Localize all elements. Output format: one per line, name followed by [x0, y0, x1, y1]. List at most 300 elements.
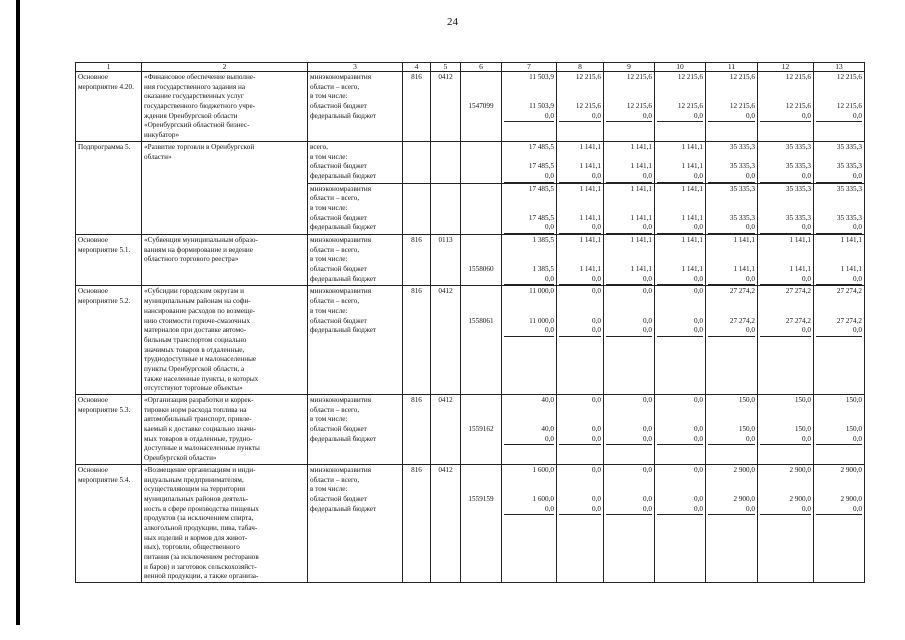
- description-line: «Организация разработки и коррек-: [144, 396, 254, 404]
- ministry-code: [403, 183, 431, 234]
- funding-line: областной бюджет: [310, 425, 367, 434]
- value-line: 1 141,1: [681, 236, 703, 244]
- value-line: [606, 92, 652, 102]
- header-cell-7: 7: [502, 63, 557, 72]
- value-line: [816, 204, 862, 214]
- value-line: 35 335,3: [729, 213, 755, 222]
- code-value: [433, 185, 458, 195]
- target-code: [461, 141, 502, 183]
- value-line: 0,0: [559, 223, 601, 234]
- row-description: [142, 72, 308, 142]
- value-line: 1 141,1: [579, 184, 601, 193]
- target-code-line: [463, 162, 499, 172]
- section-code: [431, 141, 461, 183]
- value-line: 40,0: [541, 396, 554, 404]
- value-line: [708, 204, 755, 214]
- value-line: 35 335,3: [729, 162, 755, 171]
- ministry-code: [403, 141, 431, 183]
- target-code: [461, 183, 502, 234]
- value-line: [606, 153, 652, 163]
- value-line: 0,0: [708, 505, 755, 516]
- target-code-line: [463, 143, 499, 153]
- value-line: 0,0: [760, 223, 811, 234]
- value-line: 1 141,1: [789, 265, 811, 274]
- value-line: 0,0: [760, 112, 811, 123]
- code-value: [405, 185, 428, 195]
- target-code-line: [463, 485, 499, 495]
- description-line: «Развитие торговли в Оренбургской: [144, 142, 255, 151]
- funding-line: в том числе:: [310, 415, 348, 424]
- row-name: Основное мероприятие 5.3.: [76, 395, 142, 465]
- value-line: [504, 83, 554, 93]
- value-line: 1 141,1: [579, 236, 601, 244]
- value-line: 0,0: [606, 112, 652, 123]
- target-code: [461, 464, 502, 582]
- value-line: 0,0: [592, 465, 601, 474]
- code-value: [433, 143, 458, 153]
- description-line: инкубатор»: [144, 131, 180, 140]
- value-line: 0,0: [694, 494, 703, 503]
- value-line: [708, 415, 755, 425]
- description-line: также населенные пункты, в которых: [144, 374, 259, 383]
- value-line: [816, 83, 862, 93]
- value-line: [760, 204, 811, 214]
- row-description: [142, 286, 308, 395]
- value-cell-col-10: [655, 395, 706, 465]
- value-line: [708, 255, 755, 265]
- value-line: [606, 83, 652, 93]
- value-line: 0,0: [816, 172, 862, 183]
- funding-line: федеральный бюджет: [310, 504, 377, 513]
- value-line: 35 335,3: [785, 162, 811, 171]
- value-line: 2 900,0: [733, 465, 755, 474]
- description-line: видуальным предпринимателям,: [144, 475, 244, 484]
- value-cell-col-7: [502, 141, 557, 183]
- target-code: [461, 72, 502, 142]
- funding-line: областной бюджет: [310, 316, 367, 325]
- value-line: 0,0: [606, 435, 652, 446]
- target-code-line: [463, 406, 499, 416]
- value-line: 0,0: [657, 435, 703, 446]
- value-cell-col-12: [758, 183, 814, 234]
- description-line: пункты Оренбургской области, а: [144, 364, 245, 373]
- value-line: 27 274,2: [785, 316, 811, 325]
- value-line: 0,0: [816, 223, 862, 234]
- value-cell-col-9: [604, 183, 655, 234]
- header-row: [76, 63, 865, 72]
- value-line: [816, 476, 862, 486]
- value-line: [606, 476, 652, 486]
- target-code-line: 1558060: [468, 265, 494, 274]
- value-line: [606, 485, 652, 495]
- value-cell-col-12: [758, 286, 814, 395]
- funding-line: минэкономразвития: [310, 73, 372, 81]
- value-line: 0,0: [657, 326, 703, 337]
- value-line: 27 274,2: [836, 316, 862, 325]
- value-line: [657, 83, 703, 93]
- value-line: 35 335,3: [836, 162, 862, 171]
- value-line: [708, 83, 755, 93]
- value-line: [559, 83, 601, 93]
- value-line: 40,0: [541, 425, 554, 434]
- target-code-line: [463, 396, 499, 406]
- value-cell-col-9: [604, 72, 655, 142]
- funding-line: федеральный бюджет: [310, 434, 377, 443]
- value-line: [816, 153, 862, 163]
- value-line: 1 385,5: [532, 236, 554, 244]
- value-line: 0,0: [657, 112, 703, 123]
- funding-line: минэкономразвития: [310, 287, 372, 296]
- value-line: 0,0: [643, 396, 652, 404]
- value-line: 0,0: [559, 435, 601, 446]
- value-line: 11 000,0: [529, 287, 554, 296]
- value-line: 2 900,0: [733, 494, 755, 503]
- value-line: 2 900,0: [789, 465, 811, 474]
- value-cell-col-7: [502, 235, 557, 286]
- value-line: 0,0: [816, 275, 862, 286]
- section-code: [431, 72, 461, 142]
- target-code-line: [463, 83, 499, 93]
- code-value: 816: [411, 396, 422, 404]
- value-line: [657, 194, 703, 204]
- value-line: 1 600,0: [532, 465, 554, 474]
- description-line: ных), торговли, общественного: [144, 543, 240, 552]
- value-cell-col-13: [814, 286, 865, 395]
- value-cell-col-13: [814, 183, 865, 234]
- value-cell-col-9: [604, 464, 655, 582]
- value-line: 0,0: [694, 316, 703, 325]
- value-cell-col-11: [706, 141, 758, 183]
- code-value: 0113: [438, 236, 453, 244]
- value-line: 1 141,1: [630, 142, 652, 151]
- value-line: 35 335,3: [836, 213, 862, 222]
- value-line: 27 274,2: [785, 287, 811, 296]
- value-line: 0,0: [592, 425, 601, 434]
- value-cell-col-12: [758, 464, 814, 582]
- value-line: [816, 415, 862, 425]
- ministry-code: [403, 235, 431, 286]
- value-cell-col-8: [557, 141, 604, 183]
- funding-line: в том числе:: [310, 255, 348, 264]
- description-line: и баров) и заготовок сельскохозяйст-: [144, 562, 257, 571]
- value-line: [559, 485, 601, 495]
- value-cell-col-11: [706, 183, 758, 234]
- value-line: [760, 476, 811, 486]
- value-cell-col-7: [502, 183, 557, 234]
- description-line: венной продукции, а также организа-: [144, 572, 259, 581]
- funding-line: федеральный бюджет: [310, 274, 377, 283]
- value-line: 1 385,5: [532, 265, 554, 274]
- page-number: 24: [447, 16, 458, 28]
- section-code: [431, 395, 461, 465]
- value-line: 27 274,2: [836, 287, 862, 296]
- value-line: [760, 153, 811, 163]
- value-line: 11 000,0: [529, 316, 554, 325]
- value-line: 1 141,1: [630, 236, 652, 244]
- value-line: 0,0: [643, 494, 652, 503]
- value-line: [657, 415, 703, 425]
- value-line: 12 215,6: [626, 73, 652, 81]
- value-line: [760, 415, 811, 425]
- value-line: [816, 307, 862, 317]
- value-line: [559, 255, 601, 265]
- description-line: «Возмещение организациям и инди-: [144, 465, 256, 474]
- value-line: 35 335,3: [729, 184, 755, 193]
- value-line: 0,0: [708, 275, 755, 286]
- value-line: 0,0: [694, 425, 703, 434]
- value-line: 1 141,1: [733, 265, 755, 274]
- value-line: 0,0: [592, 494, 601, 503]
- value-line: 0,0: [559, 172, 601, 183]
- value-line: [559, 204, 601, 214]
- value-line: [504, 92, 554, 102]
- header-cell-10: 10: [655, 63, 706, 72]
- description-line: алкогольной продукции, пива, табач-: [144, 523, 258, 532]
- value-line: 35 335,3: [836, 184, 862, 193]
- value-cell-col-8: [557, 395, 604, 465]
- value-line: 12 215,6: [677, 73, 703, 81]
- value-line: 35 335,3: [785, 142, 811, 151]
- target-code-line: [463, 287, 499, 297]
- code-value: [405, 143, 428, 153]
- value-cell-col-7: [502, 464, 557, 582]
- value-cell-col-10: [655, 286, 706, 395]
- header-cell-9: 9: [604, 63, 655, 72]
- description-line: ность в сфере производства пищевых: [144, 504, 259, 513]
- value-line: 17 485,5: [528, 213, 554, 222]
- value-line: [606, 415, 652, 425]
- value-line: 12 215,6: [677, 102, 703, 111]
- value-line: 0,0: [760, 275, 811, 286]
- value-line: 0,0: [606, 172, 652, 183]
- value-cell-col-9: [604, 286, 655, 395]
- header-cell-4: 4: [403, 63, 431, 72]
- value-line: [504, 485, 554, 495]
- value-line: [657, 92, 703, 102]
- value-line: 0,0: [816, 112, 862, 123]
- description-line: труднодоступные и малонаселенные: [144, 355, 257, 364]
- funding-line: минэкономразвития: [310, 396, 372, 404]
- header-cell-11: 11: [706, 63, 758, 72]
- value-line: 1 141,1: [840, 265, 862, 274]
- value-line: 1 141,1: [579, 213, 601, 222]
- value-line: 0,0: [559, 505, 601, 516]
- value-line: 0,0: [504, 223, 554, 234]
- value-line: 0,0: [694, 287, 703, 296]
- target-code-line: [463, 204, 499, 214]
- value-line: [559, 415, 601, 425]
- value-cell-col-12: [758, 141, 814, 183]
- value-line: [760, 406, 811, 416]
- value-line: [816, 194, 862, 204]
- value-line: 0,0: [657, 505, 703, 516]
- value-cell-col-9: [604, 235, 655, 286]
- value-line: [504, 406, 554, 416]
- value-line: [657, 153, 703, 163]
- row-name: Основное мероприятие 5.1.: [76, 235, 142, 286]
- value-cell-col-11: [706, 464, 758, 582]
- funding-source: [308, 235, 403, 286]
- value-line: 0,0: [708, 326, 755, 337]
- funding-source: [308, 286, 403, 395]
- description-line: материалов при доставке автомо-: [144, 326, 247, 335]
- value-cell-col-13: [814, 72, 865, 142]
- value-line: 12 215,6: [729, 73, 755, 81]
- value-line: 0,0: [708, 172, 755, 183]
- value-cell-col-8: [557, 464, 604, 582]
- target-code-line: [463, 194, 499, 204]
- value-line: [606, 246, 652, 256]
- value-line: 0,0: [559, 112, 601, 123]
- value-line: [657, 246, 703, 256]
- value-line: 35 335,3: [729, 142, 755, 151]
- target-code-line: [463, 92, 499, 102]
- description-line: осуществляющим на территории: [144, 485, 246, 494]
- funding-line: федеральный бюджет: [310, 111, 377, 120]
- section-code: [431, 235, 461, 286]
- value-line: [708, 92, 755, 102]
- value-line: 0,0: [708, 112, 755, 123]
- value-line: 0,0: [694, 396, 703, 404]
- value-line: 12 215,6: [785, 73, 811, 81]
- value-line: [559, 297, 601, 307]
- value-cell-col-7: [502, 286, 557, 395]
- value-line: 1 141,1: [630, 162, 652, 171]
- target-code-line: [463, 476, 499, 486]
- target-code-line: [463, 505, 499, 515]
- value-line: [504, 307, 554, 317]
- value-line: 0,0: [816, 435, 862, 446]
- value-line: 0,0: [504, 326, 554, 337]
- value-cell-col-11: [706, 286, 758, 395]
- value-line: 1 141,1: [579, 142, 601, 151]
- value-cell-col-8: [557, 286, 604, 395]
- value-line: 0,0: [643, 287, 652, 296]
- value-line: 150,0: [845, 396, 862, 404]
- value-line: [816, 246, 862, 256]
- row-name: Основное мероприятие 5.2.: [76, 286, 142, 395]
- value-line: 2 900,0: [840, 494, 862, 503]
- value-line: [657, 485, 703, 495]
- value-line: [760, 194, 811, 204]
- description-line: ния государственного задания на: [144, 82, 246, 91]
- target-code-line: [463, 435, 499, 445]
- value-line: 0,0: [592, 287, 601, 296]
- target-code: [461, 235, 502, 286]
- funding-line: области – всего,: [310, 405, 360, 414]
- value-line: [816, 406, 862, 416]
- value-line: [708, 246, 755, 256]
- value-line: [504, 297, 554, 307]
- value-line: 27 274,2: [729, 316, 755, 325]
- value-line: [606, 307, 652, 317]
- value-line: [559, 194, 601, 204]
- value-line: [760, 297, 811, 307]
- target-code-line: [463, 214, 499, 224]
- funding-line: всего,: [310, 142, 328, 151]
- description-line: нию стоимости горюче-смазочных: [144, 316, 251, 325]
- description-line: автомобильный транспорт, привле-: [144, 415, 252, 424]
- value-cell-col-11: [706, 395, 758, 465]
- value-line: 17 485,5: [528, 184, 554, 193]
- value-line: 1 141,1: [630, 265, 652, 274]
- value-line: 0,0: [504, 505, 554, 516]
- value-line: [816, 297, 862, 307]
- value-line: 0,0: [760, 172, 811, 183]
- header-cell-13: 13: [814, 63, 865, 72]
- value-cell-col-7: [502, 395, 557, 465]
- target-code-line: 1558061: [468, 316, 494, 325]
- value-line: 0,0: [816, 326, 862, 337]
- value-line: [504, 194, 554, 204]
- value-line: 12 215,6: [575, 73, 601, 81]
- value-line: 0,0: [504, 435, 554, 446]
- value-line: 0,0: [760, 435, 811, 446]
- value-line: [504, 153, 554, 163]
- value-cell-col-12: [758, 395, 814, 465]
- value-cell-col-10: [655, 464, 706, 582]
- value-line: 0,0: [694, 465, 703, 474]
- value-line: 0,0: [657, 275, 703, 286]
- value-line: [559, 153, 601, 163]
- description-line: оказание государственных услуг: [144, 92, 244, 101]
- value-line: 1 141,1: [681, 162, 703, 171]
- description-line: «Субвенция муниципальным образо-: [144, 236, 258, 244]
- description-line: муниципальным районам на софи-: [144, 297, 251, 306]
- target-code-line: [463, 275, 499, 285]
- value-line: [708, 153, 755, 163]
- value-line: 1 600,0: [532, 494, 554, 503]
- value-line: 1 141,1: [681, 265, 703, 274]
- target-code-line: [463, 466, 499, 476]
- value-line: 1 141,1: [733, 236, 755, 244]
- value-line: [657, 307, 703, 317]
- row-description: [142, 395, 308, 465]
- table-row: [76, 395, 865, 465]
- target-code-line: [463, 223, 499, 233]
- funding-line: области – всего,: [310, 245, 360, 254]
- header-cell-8: 8: [557, 63, 604, 72]
- value-line: 1 141,1: [789, 236, 811, 244]
- target-code-line: [463, 246, 499, 256]
- target-code-line: [463, 415, 499, 425]
- value-line: 0,0: [606, 326, 652, 337]
- value-line: 150,0: [794, 425, 811, 434]
- description-line: ных изделий и кормов для живот-: [144, 533, 248, 542]
- description-line: «Оренбургский областной бизнес-: [144, 121, 250, 130]
- funding-line: в том числе:: [310, 152, 348, 161]
- target-code-line: 1559159: [468, 494, 494, 503]
- value-cell-col-13: [814, 235, 865, 286]
- scan-edge-bar: [16, 0, 20, 625]
- code-value: 816: [411, 287, 422, 296]
- value-line: 0,0: [760, 505, 811, 516]
- value-cell-col-13: [814, 395, 865, 465]
- header-cell-3: 3: [308, 63, 403, 72]
- value-line: [816, 255, 862, 265]
- value-cell-col-10: [655, 141, 706, 183]
- funding-line: в том числе:: [310, 306, 348, 315]
- funding-line: федеральный бюджет: [310, 223, 377, 232]
- description-line: «Субсидии городским округам и: [144, 287, 244, 296]
- value-line: 27 274,2: [729, 287, 755, 296]
- value-line: 0,0: [606, 223, 652, 234]
- value-line: 12 215,6: [729, 102, 755, 111]
- description-line: ждения Оренбургской области: [144, 111, 238, 120]
- funding-line: федеральный бюджет: [310, 326, 377, 335]
- value-line: 150,0: [794, 396, 811, 404]
- description-line: «Финансовое обеспечение выполне-: [144, 73, 256, 81]
